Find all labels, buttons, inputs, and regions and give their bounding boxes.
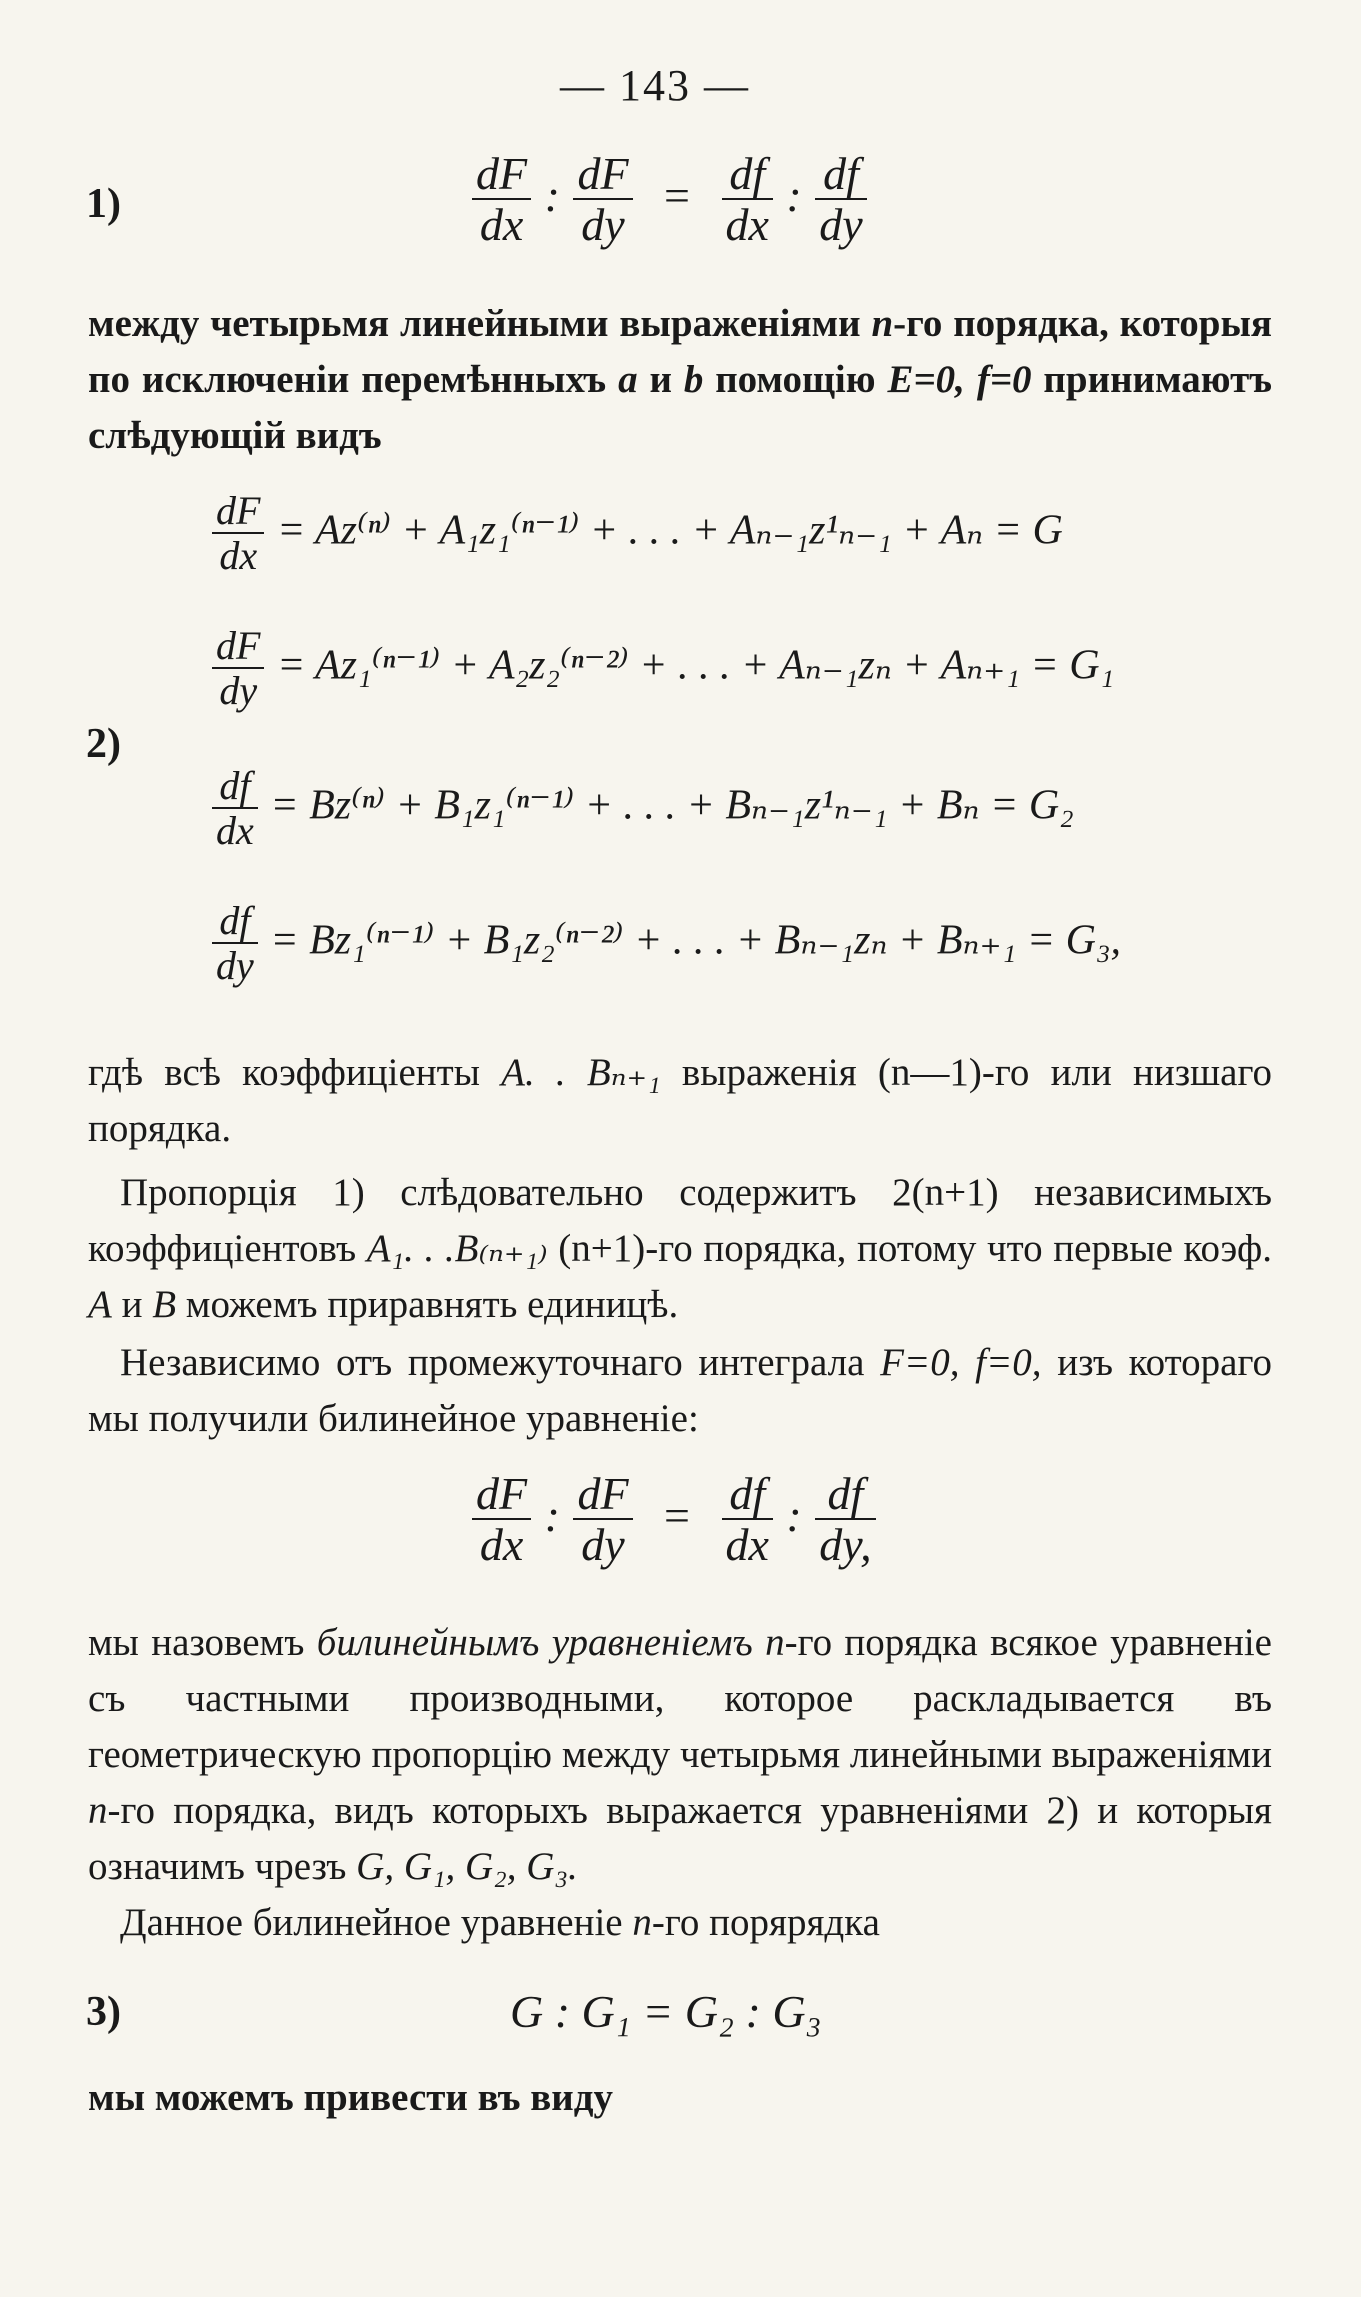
numerator: dF: [573, 150, 632, 200]
numerator: dF: [472, 150, 531, 200]
equation-rhs: = Bz⁽ⁿ⁾ + B₁z₁⁽ⁿ⁻¹⁾ + . . . + Bₙ₋₁z¹ₙ₋₁ + Bₙ = G₂: [270, 782, 1074, 829]
math-n: n: [632, 1901, 652, 1944]
colon: :: [786, 170, 802, 222]
math-A: A. .: [501, 1051, 566, 1094]
page-number: — 143 —: [560, 61, 750, 110]
denominator: dy: [216, 943, 254, 988]
colon: :: [786, 1490, 802, 1542]
text: Независимо отъ промежуточнаго интеграла: [120, 1341, 881, 1384]
paragraph-5: [88, 1615, 1272, 1895]
equation-3-label: 3): [86, 1989, 121, 2035]
fraction: [815, 150, 866, 251]
equation-rhs: = Az⁽ⁿ⁾ + A₁z₁⁽ⁿ⁻¹⁾ + . . . + Aₙ₋₁z¹ₙ₋₁ + Aₙ = G: [276, 507, 1063, 554]
math-a: a: [618, 358, 638, 401]
fraction: [472, 150, 531, 251]
text: мы можемъ привести въ виду: [88, 2076, 613, 2119]
text: между четырьмя линейными выраженіями: [88, 302, 872, 345]
fraction: [573, 1470, 632, 1571]
denominator: dx: [725, 199, 769, 251]
numerator: dF: [573, 1470, 632, 1520]
paragraph-3: [88, 1165, 1272, 1333]
paragraph-1: [88, 296, 1272, 464]
paragraph-6: [88, 1895, 1272, 1951]
fraction: [212, 625, 264, 713]
equation-rhs: = Bz₁⁽ⁿ⁻¹⁾ + B₁z₂⁽ⁿ⁻²⁾ + . . . + Bₙ₋₁zₙ + Bₙ₊₁ = G₃,: [270, 917, 1122, 964]
denominator: dx: [479, 199, 524, 251]
equation-rhs: = Az₁⁽ⁿ⁻¹⁾ + A₂z₂⁽ⁿ⁻²⁾ + . . . + Aₙ₋₁zₙ + Aₙ₊₁ = G₁: [276, 642, 1115, 689]
paragraph-2: [88, 1045, 1272, 1157]
text: -го порярядка: [651, 1901, 880, 1944]
fraction: [815, 1470, 875, 1571]
numerator: df: [722, 150, 773, 200]
denominator: dy: [581, 199, 625, 251]
denominator: dy: [819, 199, 863, 251]
fraction: [722, 150, 773, 251]
equation-2-label: 2): [86, 721, 121, 767]
math-Bn1: Bₙ₊₁: [586, 1051, 661, 1094]
math-coefficients: A₁. . .B₍ₙ₊₁₎: [366, 1227, 548, 1270]
math-f0: f=0: [976, 358, 1032, 401]
denominator: dx: [725, 1519, 769, 1571]
denominator: dy: [219, 668, 258, 713]
equation-1-label: 1): [86, 181, 121, 227]
math-b: b: [683, 358, 704, 401]
equation-1: [470, 150, 869, 251]
math-A: A: [88, 1283, 112, 1326]
math-E0: E=0,: [887, 358, 965, 401]
text: -го порядка, видъ которыхъ выражается уравненіями 2) и которыя означимъ чрезъ: [88, 1789, 1272, 1888]
text: изъ котораго мы получили билинейное уравненіе:: [88, 1341, 1272, 1440]
text: можемъ приравнять единицѣ.: [176, 1283, 679, 1326]
numerator: dF: [212, 625, 264, 669]
math-B: B: [152, 1283, 177, 1326]
equals-sign: =: [664, 1490, 690, 1542]
denominator: dy: [581, 1519, 625, 1571]
fraction: [722, 1470, 773, 1571]
denominator: dy,: [819, 1519, 872, 1571]
text: -го порядка, которыя по исключеніи перемѣнныхъ: [88, 302, 1272, 401]
text: принимаютъ слѣдующій видъ: [88, 358, 1272, 457]
paragraph-4: [88, 1335, 1272, 1447]
colon: :: [544, 1490, 560, 1542]
text: гдѣ всѣ коэффиціенты: [88, 1051, 502, 1094]
numerator: df: [212, 765, 258, 809]
math-G-list: G, G₁, G₂, G₃.: [356, 1845, 578, 1888]
math-f0: f=0,: [975, 1341, 1042, 1384]
fraction: [573, 150, 632, 251]
text: помощію: [703, 358, 888, 401]
numerator: df: [212, 900, 258, 944]
fraction: [212, 900, 258, 988]
text: и: [111, 1283, 153, 1326]
colon: :: [544, 170, 560, 222]
text: Пропорція 1) слѣдовательно содержитъ 2(n+1) независимыхъ коэффиціентовъ: [88, 1171, 1272, 1270]
equation-system-row-1: [210, 490, 1063, 578]
fraction: [212, 490, 264, 578]
equation-system-row-2: [210, 625, 1114, 713]
text: выраженія (n—1)-го или низшаго порядка.: [88, 1051, 1273, 1150]
emphasis: билинейнымъ уравненіемъ: [316, 1621, 753, 1664]
equals-sign: =: [664, 170, 690, 222]
denominator: dx: [216, 808, 254, 853]
fraction: [212, 765, 258, 853]
text: мы назовемъ: [88, 1621, 317, 1664]
fraction: [472, 1470, 531, 1571]
numerator: df: [815, 150, 866, 200]
text: -го порядка всякое уравненіе съ частными производными, которое раскладывается въ геометрическую пропорцію между четырьмя линейными выраженіями: [88, 1621, 1272, 1776]
numerator: df: [722, 1470, 773, 1520]
denominator: dx: [219, 533, 258, 578]
math-n: n: [752, 1621, 785, 1664]
numerator: dF: [212, 490, 264, 534]
equation-bilinear: [470, 1470, 878, 1571]
paragraph-7: [88, 2070, 1272, 2126]
equation-system-row-4: [210, 900, 1121, 988]
text: (n+1)-го порядка, потому что первые коэф.: [547, 1227, 1272, 1270]
equation-system-row-3: [210, 765, 1074, 853]
math-n: n: [88, 1789, 108, 1832]
math-F0: F=0,: [880, 1341, 960, 1384]
math-n: n: [871, 302, 894, 345]
denominator: dx: [479, 1519, 524, 1571]
numerator: dF: [472, 1470, 531, 1520]
text: Данное билинейное уравненіе: [120, 1901, 633, 1944]
numerator: df: [815, 1470, 875, 1520]
text: и: [637, 358, 684, 401]
equation-3: G : G₁ = G₂ : G₃: [510, 1986, 822, 2037]
